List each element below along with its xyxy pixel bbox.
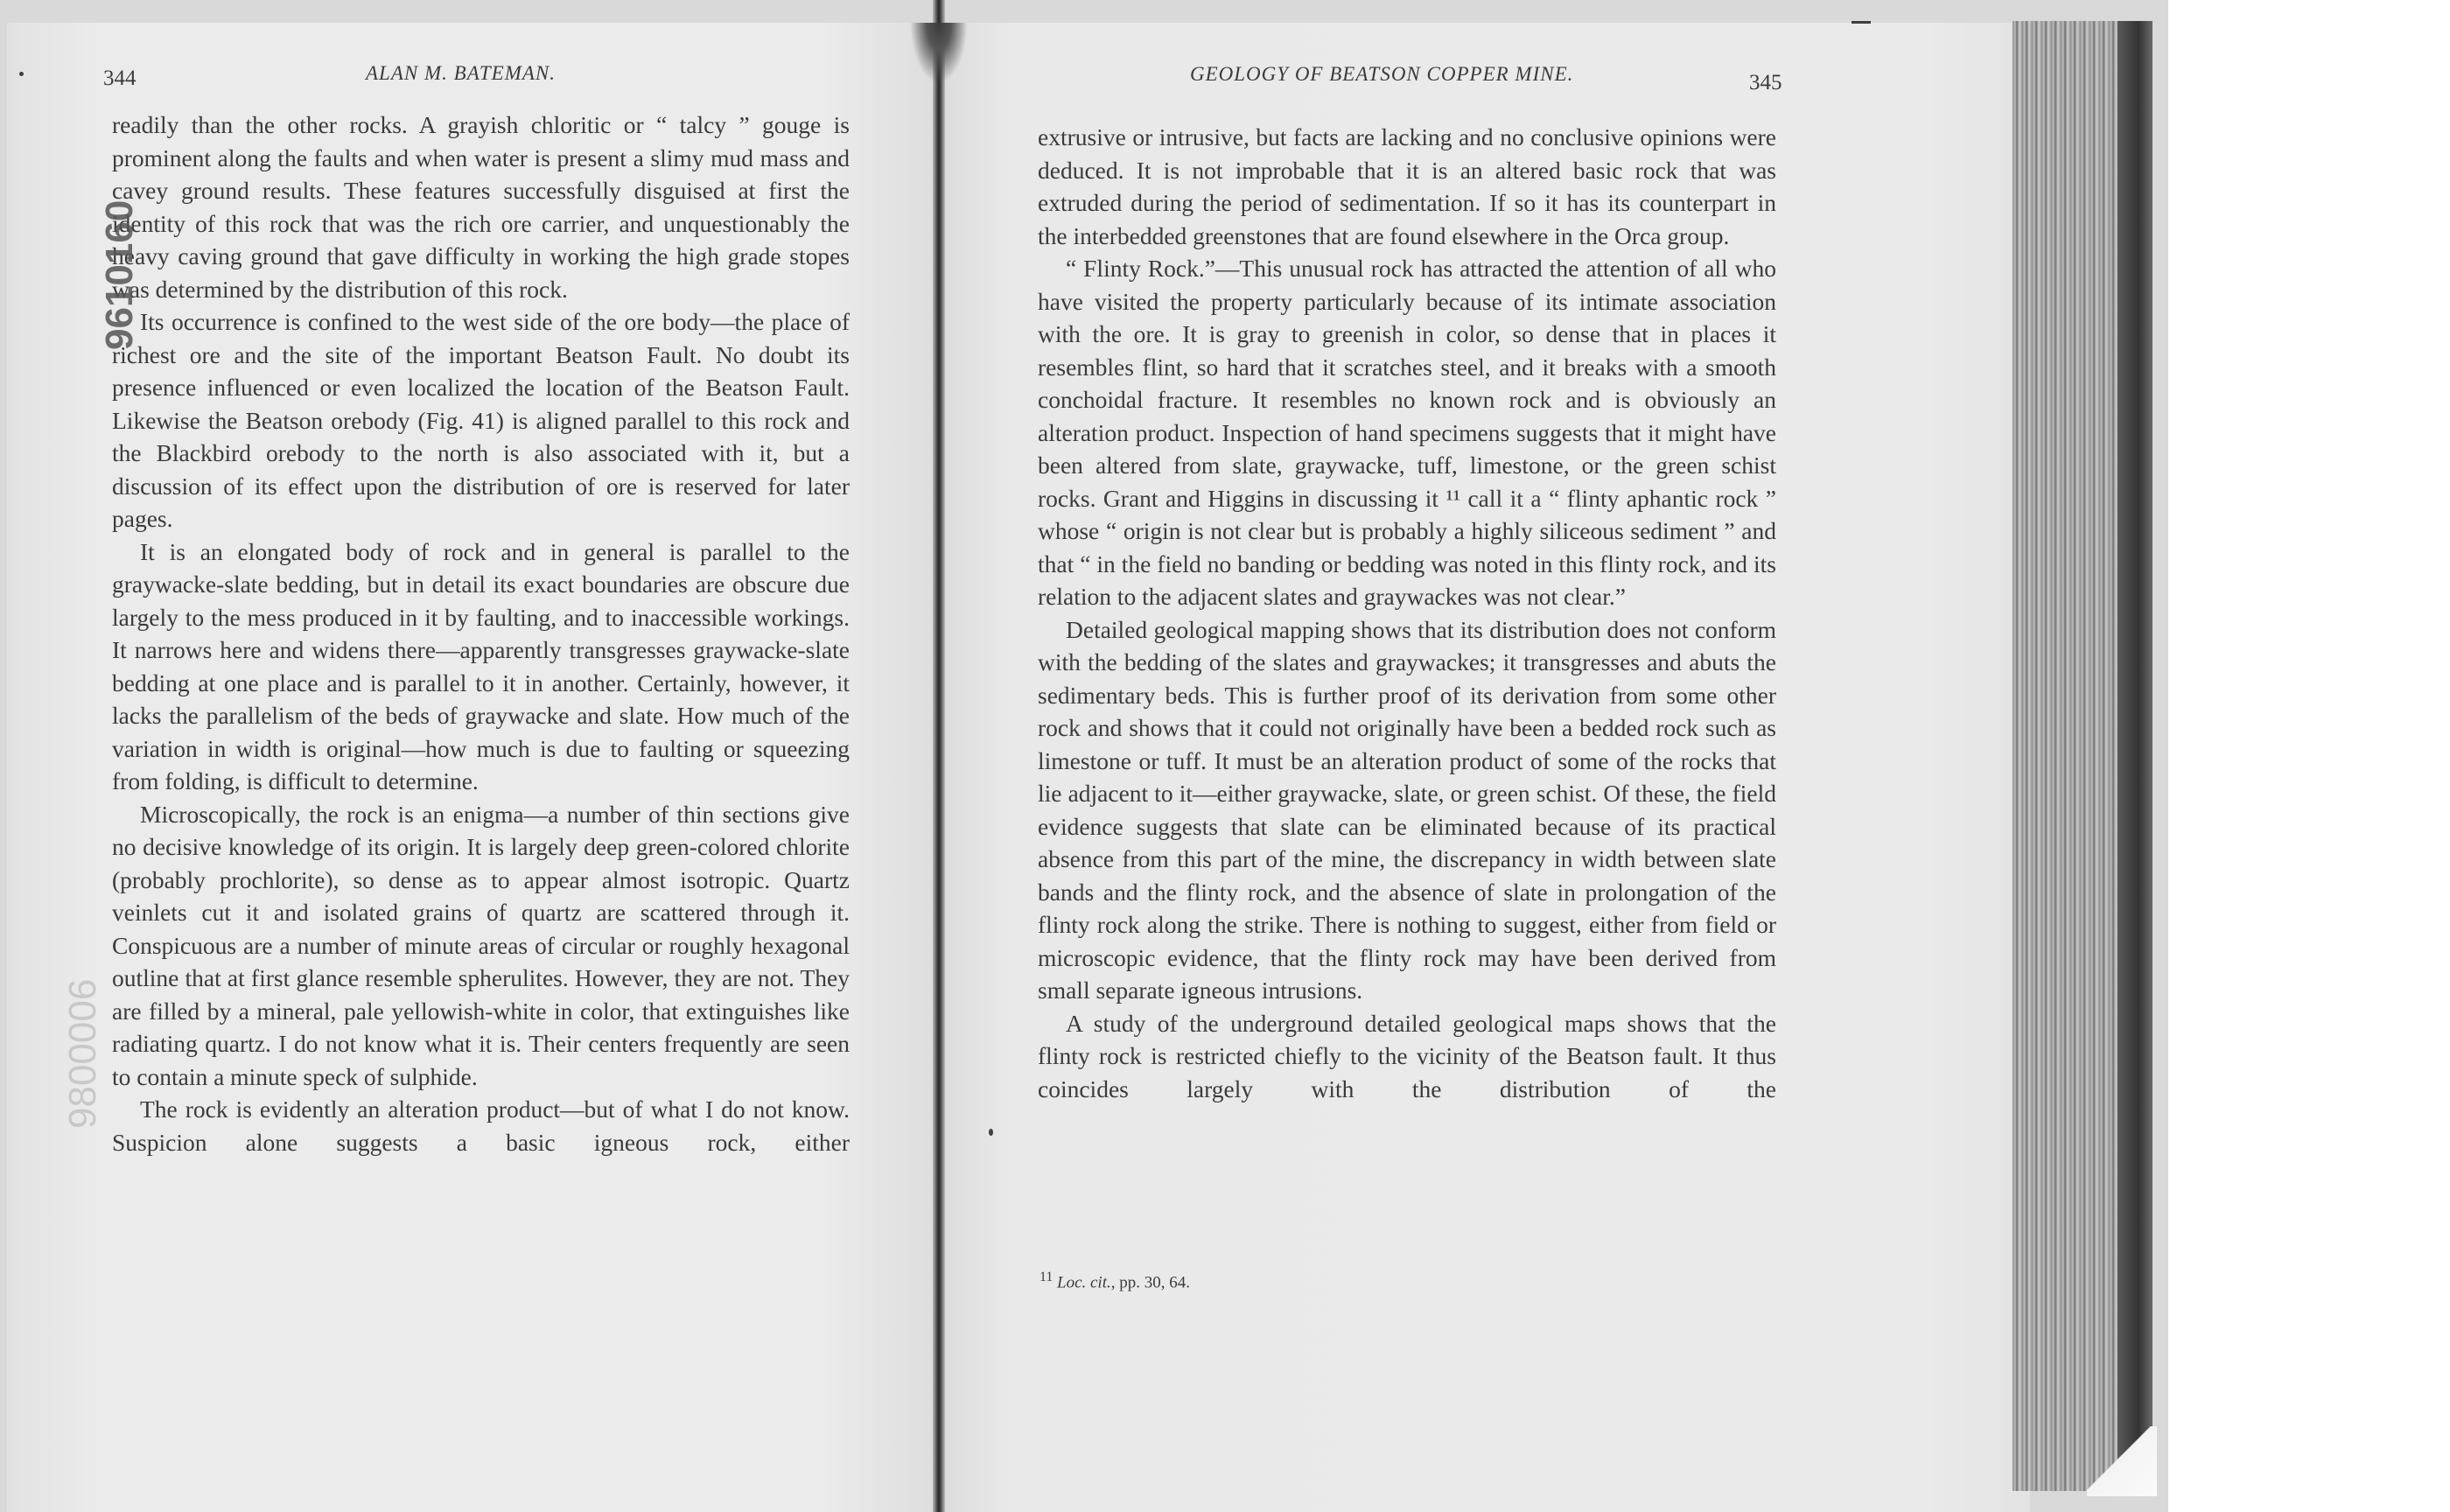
footnote-pages: , pp. 30, 64. (1110, 1273, 1190, 1292)
page-corner-curl (2087, 1426, 2157, 1496)
gutter-shadow (910, 23, 968, 84)
footnote-mark: 11 (1040, 1270, 1054, 1284)
paragraph: Detailed geological mapping shows that its distribution does not conform with the bedding of the slates and graywackes; it transgresses and abuts the sedimentary beds. This is further proof of its derivation from some other rock and shows that it could not originally have been a bedded rock such as limestone or tuff. It must be an alteration product of some of the rocks that lie adjacent to it—either graywacke, slate, or green schist. Of these, the field evidence suggests that slate can be eliminated because of its practical absence from this part of the mine, the discrepancy in width between slate bands and the flinty rock, and the absence of slate in prolongation of the flinty rock along the strike. There is nothing to suggest, either from field or microscopic evidence, that the flinty rock may have been derived from small separate igneous intrusions. (1038, 615, 1776, 1004)
left-page-body (112, 108, 850, 1158)
right-running-head: GEOLOGY OF BEATSON COPPER MINE. (1190, 63, 1574, 85)
left-running-head: ALAN M. BATEMAN. (366, 62, 556, 84)
paragraph: extrusive or intrusive, but facts are lacking and no conclusive opinions were deduced. It is not improbable that it is an altered basic rock that was extruded during the period of sedimentation. If so it has its counterpart in the interbedded greenstones that are found elsewhere in the Orca group. (1038, 123, 1776, 249)
faint-accession-stamp: 9800006 (61, 978, 104, 1129)
paragraph: readily than the other rocks. A grayish chloritic or “ talcy ” gouge is prominent along the faults and when water is present a slimy mud mass and cavey ground results. These features successfully disguised at first the identity of this rock that was the rich ore carrier, and unquestionably the heavy caving ground that gave difficulty in working the high grade stopes was determined by the distribution of this rock. (112, 111, 850, 303)
scan-speck (989, 1129, 993, 1136)
right-page-number: 345 (1749, 71, 1782, 94)
paragraph: Microscopically, the rock is an enigma—a number of thin sections give no decisive knowledge of its origin. It is largely deep green-colored chlorite (probably prochlorite), so dense as to appear almost isotropic. Quartz veinlets cut it and isolated grains of quartz are scattered through it. Conspicuous are a number of minute areas of circular or roughly hexagonal outline that at first glance resemble spherulites. However, they are not. They are filled by a mineral, pale yellowish-white in color, that extinguishes like radiating quartz. I do not know what it is. Their centers frequently are seen to contain a minute speck of sulphide. (112, 800, 850, 1090)
footnote (1040, 1270, 1190, 1292)
paragraph: The rock is evidently an alteration product—but of what I do not know. Suspicion alone suggests a basic igneous rock, either (112, 1096, 850, 1156)
scan-speck (19, 72, 24, 76)
paragraph: It is an elongated body of rock and in general is parallel to the graywacke-slate bedding, but in detail its exact boundaries are obscure due largely to the mess produced in it by faulting, and to inaccessible workings. It narrows here and widens there—apparently transgresses graywacke-slate bedding at one place and is parallel to it in another. Certainly, however, it lacks the parallelism of the beds of graywacke and slate. How much of the variation in width is original—how much is due to faulting or squeezing from folding, is difficult to determine. (112, 537, 850, 794)
book-gutter (933, 0, 945, 1512)
paragraph: A study of the underground detailed geological maps shows that the flinty rock is restricted chiefly to the vicinity of the Beatson fault. It thus coincides largely with the distribution of the (1038, 1009, 1776, 1102)
footnote-citation: Loc. cit. (1057, 1273, 1111, 1292)
right-page-body (1038, 121, 1776, 1105)
paragraph: Its occurrence is confined to the west side of the ore body—the place of richest ore and the site of the important Beatson Fault. No doubt its presence influenced or even localized the location of the Beatson Fault. Likewise the Beatson orebody (Fig. 41) is aligned parallel to this rock and the Blackbird orebody to the north is also associated with it, but a discussion of its effect upon the distribution of ore is reserved for later pages. (112, 308, 850, 532)
page-edges-shadow (2118, 21, 2152, 1491)
scan-speck (1852, 21, 1871, 24)
accession-stamp: 9610160 (98, 200, 141, 350)
left-page-number: 344 (103, 66, 136, 90)
paragraph: “ Flinty Rock.”—This unusual rock has attracted the attention of all who have visited the property particularly because of its intimate association with the ore. It is gray to greenish in color, so dense that in places it resembles flint, so hard that it scratches steel, and it breaks with a smooth conchoidal fracture. It resembles no known rock and is obviously an alteration product. Inspection of hand specimens suggests that it might have been altered from slate, graywacke, tuff, limestone, or the green schist rocks. Grant and Higgins in discussing it ¹¹ call it a “ flinty aphantic rock ” whose “ origin is not clear but is probably a highly siliceous sediment ” and that “ in the field no banding or bedding was noted in this flinty rock, and its relation to the adjacent slates and graywackes was not clear.” (1038, 255, 1776, 610)
